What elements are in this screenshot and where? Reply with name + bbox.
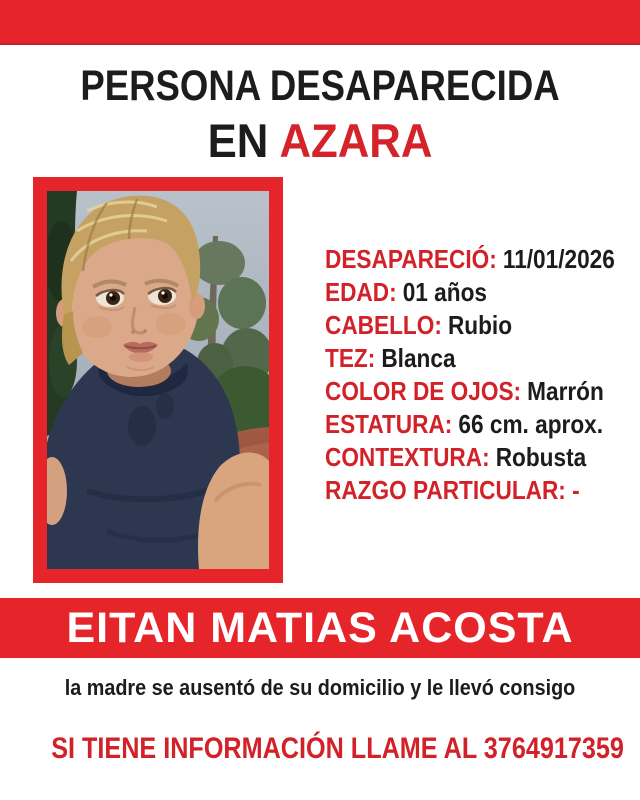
detail-row-estatura: [325, 408, 621, 441]
detail-label: CABELLO:: [325, 310, 442, 340]
detail-value: Robusta: [495, 442, 587, 472]
detail-label: CONTEXTURA:: [325, 442, 490, 472]
page-title: PERSONA DESAPARECIDA: [80, 62, 560, 110]
photo-frame: [33, 177, 283, 583]
detail-row-color-ojos: [325, 375, 621, 408]
detail-label: ESTATURA:: [325, 409, 453, 439]
detail-value: Blanca: [381, 343, 456, 373]
detail-row-cabello: [325, 309, 621, 342]
detail-value: Rubio: [447, 310, 513, 340]
note-text: la madre se ausentó de su domicilio y le llevó consigo: [64, 675, 576, 700]
top-red-bar: [0, 0, 640, 45]
name-banner: [0, 598, 640, 658]
contact-phone-line: SI TIENE INFORMACIÓN LLAME AL 3764917359: [51, 732, 624, 765]
location-line: [22, 114, 617, 167]
detail-label: COLOR DE OJOS:: [325, 376, 522, 406]
detail-row-edad: [325, 276, 621, 309]
detail-label: EDAD:: [325, 277, 397, 307]
details-list: [325, 243, 621, 507]
detail-value: 66 cm. aprox.: [458, 409, 604, 439]
missing-person-photo: [47, 191, 269, 569]
location-name: AZARA: [279, 114, 433, 167]
detail-value: 01 años: [402, 277, 487, 307]
detail-row-desaparecio: [325, 243, 621, 276]
detail-label: DESAPARECIÓ:: [325, 244, 497, 274]
detail-value: 11/01/2026: [502, 244, 615, 274]
location-prefix: EN: [207, 114, 269, 167]
detail-row-tez: [325, 342, 621, 375]
detail-label: RAZGO PARTICULAR: -: [325, 475, 580, 505]
detail-label: TEZ:: [325, 343, 376, 373]
detail-row-contextura: [325, 441, 621, 474]
missing-person-name: EITAN MATIAS ACOSTA: [66, 604, 574, 652]
detail-value: Marrón: [527, 376, 604, 406]
detail-row-razgo: [325, 474, 621, 507]
